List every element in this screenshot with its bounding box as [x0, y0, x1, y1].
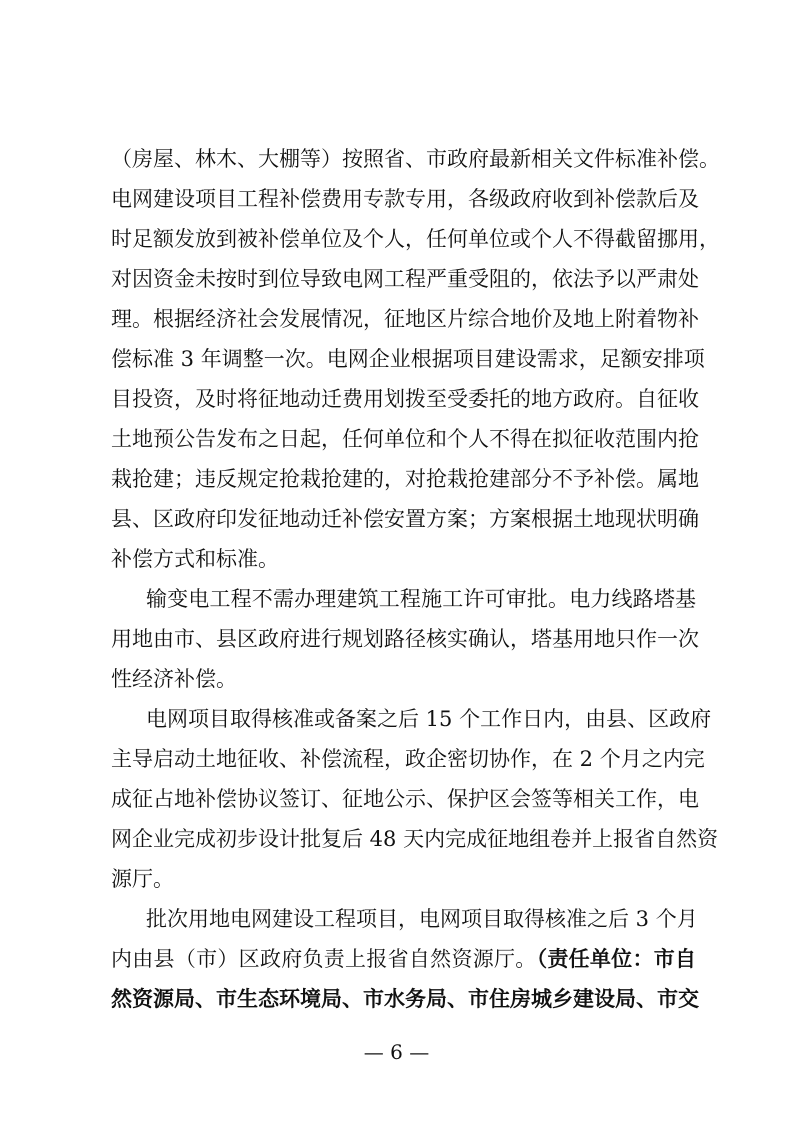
text-line: 理。根据经济社会发展情况，征地区片综合地价及地上附着物补: [111, 307, 699, 331]
page-number: — 6 —: [363, 1040, 430, 1064]
text-line: 主导启动土地征收、补偿流程，政企密切协作，在 2 个月之内完: [111, 747, 705, 771]
text-line: 成征占地补偿协议签订、征地公示、保护区会签等相关工作，电: [111, 787, 699, 811]
text-line: 目投资，及时将征地动迁费用划拨至受委托的地方政府。自征收: [111, 387, 699, 411]
text-line: 土地预公告发布之日起，任何单位和个人不得在拟征收范围内抢: [111, 427, 699, 451]
responsible-units-text: 然资源局、市生态环境局、市水务局、市住房城乡建设局、市交: [111, 987, 699, 1011]
text-line-mixed: [111, 939, 696, 979]
text-line: 批次用地电网建设工程项目，电网项目取得核准之后 3 个月: [146, 907, 698, 931]
text-line: 用地由市、县区政府进行规划路径核实确认，塔基用地只作一次: [111, 627, 699, 651]
text-line: 对因资金未按时到位导致电网工程严重受阻的，依法予以严肃处: [111, 267, 699, 291]
text-line: 栽抢建；违反规定抢栽抢建的，对抢栽抢建部分不予补偿。属地: [111, 467, 699, 491]
text-line: 性经济补偿。: [111, 667, 237, 691]
text-line: 源厅。: [111, 867, 174, 891]
text-line: 电网建设项目工程补偿费用专款专用，各级政府收到补偿款后及: [111, 187, 699, 211]
text-segment: 内由县（市）区政府负责上报省自然资源厅。: [111, 947, 537, 971]
text-line: 县、区政府印发征地动迁补偿安置方案；方案根据土地现状明确: [111, 507, 699, 531]
text-line: （房屋、林木、大棚等）按照省、市政府最新相关文件标准补偿。: [111, 147, 720, 171]
text-line: 网企业完成初步设计批复后 48 天内完成征地组卷并上报省自然资: [111, 827, 719, 851]
text-line: 补偿方式和标准。: [111, 547, 279, 571]
text-line: 输变电工程不需办理建筑工程施工许可审批。电力线路塔基: [146, 587, 696, 611]
responsible-units-label: （责任单位：市自: [536, 947, 697, 971]
text-line: 电网项目取得核准或备案之后 15 个工作日内，由县、区政府: [146, 707, 712, 731]
text-line: 时足额发放到被补偿单位及个人，任何单位或个人不得截留挪用，: [111, 227, 720, 251]
text-line: 偿标准 3 年调整一次。电网企业根据项目建设需求，足额安排项: [111, 347, 705, 371]
